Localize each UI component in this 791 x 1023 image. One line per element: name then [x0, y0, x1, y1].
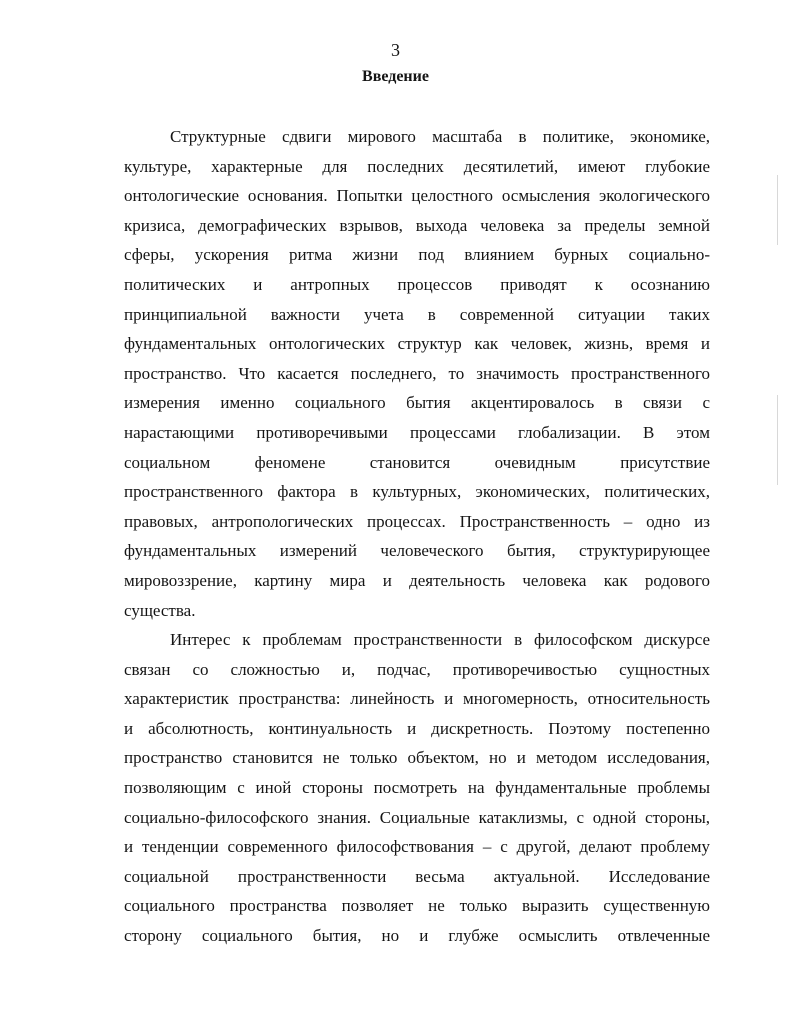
text-line: онтологические основания. Попытки целостного осмысления экологического	[124, 186, 710, 206]
scan-edge-mark	[777, 395, 778, 485]
text-line: позволяющим с иной стороны посмотреть на фундаментальные проблемы	[124, 778, 710, 798]
text-line: политических и антропных процессов приводят к осознанию	[124, 274, 710, 294]
text-line: сторону социального бытия, но и глубже осмыслить отвлеченные	[124, 926, 710, 946]
text-line: социальном феномене становится очевидным присутствие	[124, 452, 710, 472]
section-heading: Введение	[362, 68, 429, 85]
page-number: 3	[391, 40, 400, 60]
text-line: фундаментальных онтологических структур как человек, жизнь, время и	[124, 334, 710, 354]
paragraph-1	[124, 122, 710, 625]
text-line: связан со сложностью и, подчас, противоречивостью сущностных	[124, 659, 710, 679]
text-line: характеристик пространства: линейность и многомерность, относительность	[124, 689, 710, 709]
text-line: кризиса, демографических взрывов, выхода человека за пределы земной	[124, 215, 710, 235]
text-line: Интерес к проблемам пространственности в философском дискурсе	[170, 630, 710, 650]
text-line: Структурные сдвиги мирового масштаба в политике, экономике,	[170, 127, 710, 146]
text-line: правовых, антропологических процессах. Пространственность – одно из	[124, 511, 710, 531]
text-line: существа.	[124, 600, 196, 620]
text-line: нарастающими противоречивыми процессами глобализации. В этом	[124, 422, 710, 442]
text-line: пространственного фактора в культурных, экономических, политических,	[124, 482, 710, 502]
text-line: и абсолютность, континуальность и дискретность. Поэтому постепенно	[124, 718, 710, 738]
text-line: измерения именно социального бытия акцентировалось в связи с	[124, 393, 710, 413]
text-line: фундаментальных измерений человеческого бытия, структурирующее	[124, 541, 710, 561]
body-text	[124, 122, 710, 951]
text-line: социально-философского знания. Социальные катаклизмы, с одной стороны,	[124, 807, 710, 827]
text-line: культуре, характерные для последних десятилетий, имеют глубокие	[124, 156, 710, 176]
text-line: пространство. Что касается последнего, то значимость пространственного	[124, 363, 710, 383]
paragraph-2	[124, 625, 710, 951]
text-line: социального пространства позволяет не только выразить существенную	[124, 896, 710, 916]
text-line: мировоззрение, картину мира и деятельность человека как родового	[124, 570, 710, 590]
text-line: и тенденции современного философствования – с другой, делают проблему	[124, 837, 710, 857]
text-line: принципиальной важности учета в современной ситуации таких	[124, 304, 710, 324]
text-line: пространство становится не только объектом, но и методом исследования,	[124, 748, 710, 768]
scan-edge-mark	[777, 175, 778, 245]
text-line: социальной пространственности весьма актуальной. Исследование	[124, 866, 710, 886]
text-line: сферы, ускорения ритма жизни под влиянием бурных социально-	[124, 245, 710, 265]
